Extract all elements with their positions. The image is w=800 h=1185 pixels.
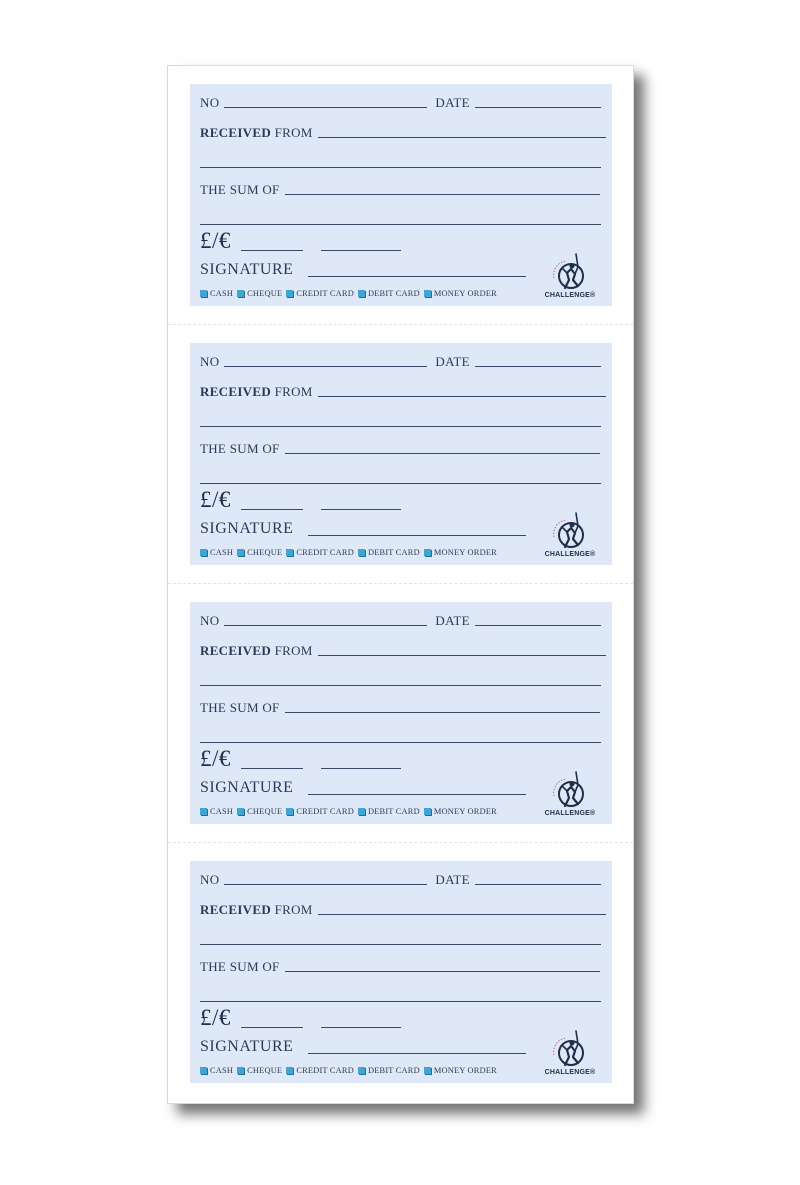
from-label: FROM	[274, 125, 313, 140]
checkbox-icon[interactable]	[200, 808, 207, 815]
signature-field-line[interactable]	[308, 1053, 526, 1054]
payment-option-label: CASH	[210, 1066, 234, 1075]
perforation-line	[168, 583, 633, 584]
payment-option[interactable]	[424, 548, 497, 557]
checkbox-icon[interactable]	[286, 1067, 293, 1074]
received-from-field-line[interactable]	[318, 137, 606, 138]
date-field-line[interactable]	[475, 884, 601, 885]
sum-label: THE SUM OF	[200, 182, 280, 197]
payment-option-label: CHEQUE	[247, 548, 283, 557]
checkbox-icon[interactable]	[286, 808, 293, 815]
receipt-slip-1	[190, 84, 612, 306]
checkbox-icon[interactable]	[358, 290, 365, 297]
no-label: NO	[200, 95, 220, 110]
payment-option-label: CHEQUE	[247, 1066, 283, 1075]
received-label: RECEIVED	[200, 902, 272, 917]
brand-label: CHALLENGE®	[544, 1069, 596, 1076]
payment-option[interactable]	[286, 289, 354, 298]
checkbox-icon[interactable]	[286, 549, 293, 556]
sum-extra-line[interactable]	[200, 742, 601, 743]
payment-option-label: MONEY ORDER	[433, 289, 497, 298]
date-label: DATE	[435, 354, 470, 369]
amount-fraction-line[interactable]	[321, 768, 401, 769]
challenge-logo	[540, 252, 600, 302]
perforation-line	[168, 324, 633, 325]
amount-whole-line[interactable]	[241, 509, 303, 510]
checkbox-icon[interactable]	[200, 1067, 207, 1074]
payment-option-label: CASH	[210, 807, 234, 816]
payment-methods	[200, 1066, 501, 1075]
received-from-extra-line[interactable]	[200, 944, 601, 945]
amount-whole-line[interactable]	[241, 768, 303, 769]
payment-option-label: DEBIT CARD	[367, 807, 420, 816]
signature-label: SIGNATURE	[200, 1038, 294, 1055]
from-label: FROM	[274, 643, 313, 658]
no-label: NO	[200, 872, 220, 887]
perforation-line	[168, 842, 633, 843]
date-field-line[interactable]	[475, 366, 601, 367]
amount-fraction-line[interactable]	[321, 509, 401, 510]
payment-option-label: CREDIT CARD	[296, 1066, 354, 1075]
payment-option[interactable]	[358, 807, 420, 816]
no-field-line[interactable]	[224, 625, 427, 626]
challenge-logo-icon	[540, 252, 600, 294]
currency-label: £/€	[200, 1005, 231, 1030]
date-field-line[interactable]	[475, 107, 601, 108]
payment-option[interactable]	[358, 289, 420, 298]
sum-extra-line[interactable]	[200, 483, 601, 484]
sum-label: THE SUM OF	[200, 441, 280, 456]
payment-option[interactable]	[286, 548, 354, 557]
sum-field-line[interactable]	[285, 712, 600, 713]
payment-option-label: CREDIT CARD	[296, 807, 354, 816]
signature-field-line[interactable]	[308, 276, 526, 277]
payment-methods	[200, 289, 501, 298]
payment-option-label: CHEQUE	[247, 807, 283, 816]
checkbox-icon[interactable]	[424, 1067, 431, 1074]
sum-extra-line[interactable]	[200, 224, 601, 225]
amount-whole-line[interactable]	[241, 250, 303, 251]
no-field-line[interactable]	[224, 884, 427, 885]
no-field-line[interactable]	[224, 366, 427, 367]
received-from-label	[200, 903, 313, 916]
amount-fraction-line[interactable]	[321, 1027, 401, 1028]
no-label: NO	[200, 354, 220, 369]
payment-option[interactable]	[200, 289, 233, 298]
checkbox-icon[interactable]	[237, 808, 244, 815]
payment-option-label: DEBIT CARD	[367, 289, 420, 298]
payment-option-label: MONEY ORDER	[433, 548, 497, 557]
checkbox-icon[interactable]	[200, 549, 207, 556]
payment-option[interactable]	[237, 289, 282, 298]
brand-label: CHALLENGE®	[544, 810, 596, 817]
challenge-logo-icon	[540, 770, 600, 812]
checkbox-icon[interactable]	[200, 290, 207, 297]
checkbox-icon[interactable]	[424, 808, 431, 815]
received-from-label	[200, 126, 313, 139]
sum-field-line[interactable]	[285, 453, 600, 454]
amount-whole-line[interactable]	[241, 1027, 303, 1028]
from-label: FROM	[274, 902, 313, 917]
challenge-logo-icon	[540, 1029, 600, 1071]
payment-option[interactable]	[358, 1066, 420, 1075]
received-from-label	[200, 644, 313, 657]
no-field-line[interactable]	[224, 107, 427, 108]
payment-option[interactable]	[424, 1066, 497, 1075]
payment-option[interactable]	[358, 548, 420, 557]
amount-fraction-line[interactable]	[321, 250, 401, 251]
date-label: DATE	[435, 613, 470, 628]
no-label: NO	[200, 613, 220, 628]
payment-methods	[200, 548, 501, 557]
brand-label: CHALLENGE®	[544, 292, 596, 299]
sum-label: THE SUM OF	[200, 959, 280, 974]
payment-option-label: CASH	[210, 289, 234, 298]
payment-option[interactable]	[286, 1066, 354, 1075]
payment-option-label: MONEY ORDER	[433, 807, 497, 816]
signature-label: SIGNATURE	[200, 520, 294, 537]
payment-option-label: MONEY ORDER	[433, 1066, 497, 1075]
received-label: RECEIVED	[200, 384, 272, 399]
payment-option-label: DEBIT CARD	[367, 1066, 420, 1075]
received-from-extra-line[interactable]	[200, 167, 601, 168]
checkbox-icon[interactable]	[358, 549, 365, 556]
signature-field-line[interactable]	[308, 794, 526, 795]
challenge-logo-icon	[540, 511, 600, 553]
payment-option[interactable]	[286, 807, 354, 816]
signature-label: SIGNATURE	[200, 261, 294, 278]
receipt-slip-3	[190, 602, 612, 824]
receipt-slip-2	[190, 343, 612, 565]
challenge-logo	[540, 770, 600, 820]
received-from-field-line[interactable]	[318, 396, 606, 397]
challenge-logo	[540, 1029, 600, 1079]
checkbox-icon[interactable]	[424, 290, 431, 297]
received-label: RECEIVED	[200, 643, 272, 658]
receipt-sheet	[167, 65, 634, 1104]
receipt-slip-4	[190, 861, 612, 1083]
sum-label: THE SUM OF	[200, 700, 280, 715]
from-label: FROM	[274, 384, 313, 399]
payment-option-label: CHEQUE	[247, 289, 283, 298]
payment-option[interactable]	[200, 548, 233, 557]
currency-label: £/€	[200, 487, 231, 512]
received-from-extra-line[interactable]	[200, 685, 601, 686]
payment-option-label: DEBIT CARD	[367, 548, 420, 557]
challenge-logo	[540, 511, 600, 561]
checkbox-icon[interactable]	[358, 808, 365, 815]
received-from-field-line[interactable]	[318, 655, 606, 656]
currency-label: £/€	[200, 746, 231, 771]
payment-option[interactable]	[237, 548, 282, 557]
checkbox-icon[interactable]	[237, 1067, 244, 1074]
brand-label: CHALLENGE®	[544, 551, 596, 558]
received-from-extra-line[interactable]	[200, 426, 601, 427]
payment-option[interactable]	[424, 807, 497, 816]
payment-option[interactable]	[237, 1066, 282, 1075]
received-from-label	[200, 385, 313, 398]
sum-extra-line[interactable]	[200, 1001, 601, 1002]
checkbox-icon[interactable]	[237, 290, 244, 297]
checkbox-icon[interactable]	[424, 549, 431, 556]
checkbox-icon[interactable]	[358, 1067, 365, 1074]
sum-field-line[interactable]	[285, 194, 600, 195]
payment-option[interactable]	[424, 289, 497, 298]
payment-option-label: CASH	[210, 548, 234, 557]
date-field-line[interactable]	[475, 625, 601, 626]
payment-methods	[200, 807, 501, 816]
received-label: RECEIVED	[200, 125, 272, 140]
payment-option[interactable]	[200, 807, 233, 816]
checkbox-icon[interactable]	[286, 290, 293, 297]
payment-option-label: CREDIT CARD	[296, 548, 354, 557]
currency-label: £/€	[200, 228, 231, 253]
checkbox-icon[interactable]	[237, 549, 244, 556]
received-from-field-line[interactable]	[318, 914, 606, 915]
date-label: DATE	[435, 872, 470, 887]
sum-field-line[interactable]	[285, 971, 600, 972]
payment-option[interactable]	[200, 1066, 233, 1075]
payment-option-label: CREDIT CARD	[296, 289, 354, 298]
payment-option[interactable]	[237, 807, 282, 816]
signature-label: SIGNATURE	[200, 779, 294, 796]
signature-field-line[interactable]	[308, 535, 526, 536]
date-label: DATE	[435, 95, 470, 110]
